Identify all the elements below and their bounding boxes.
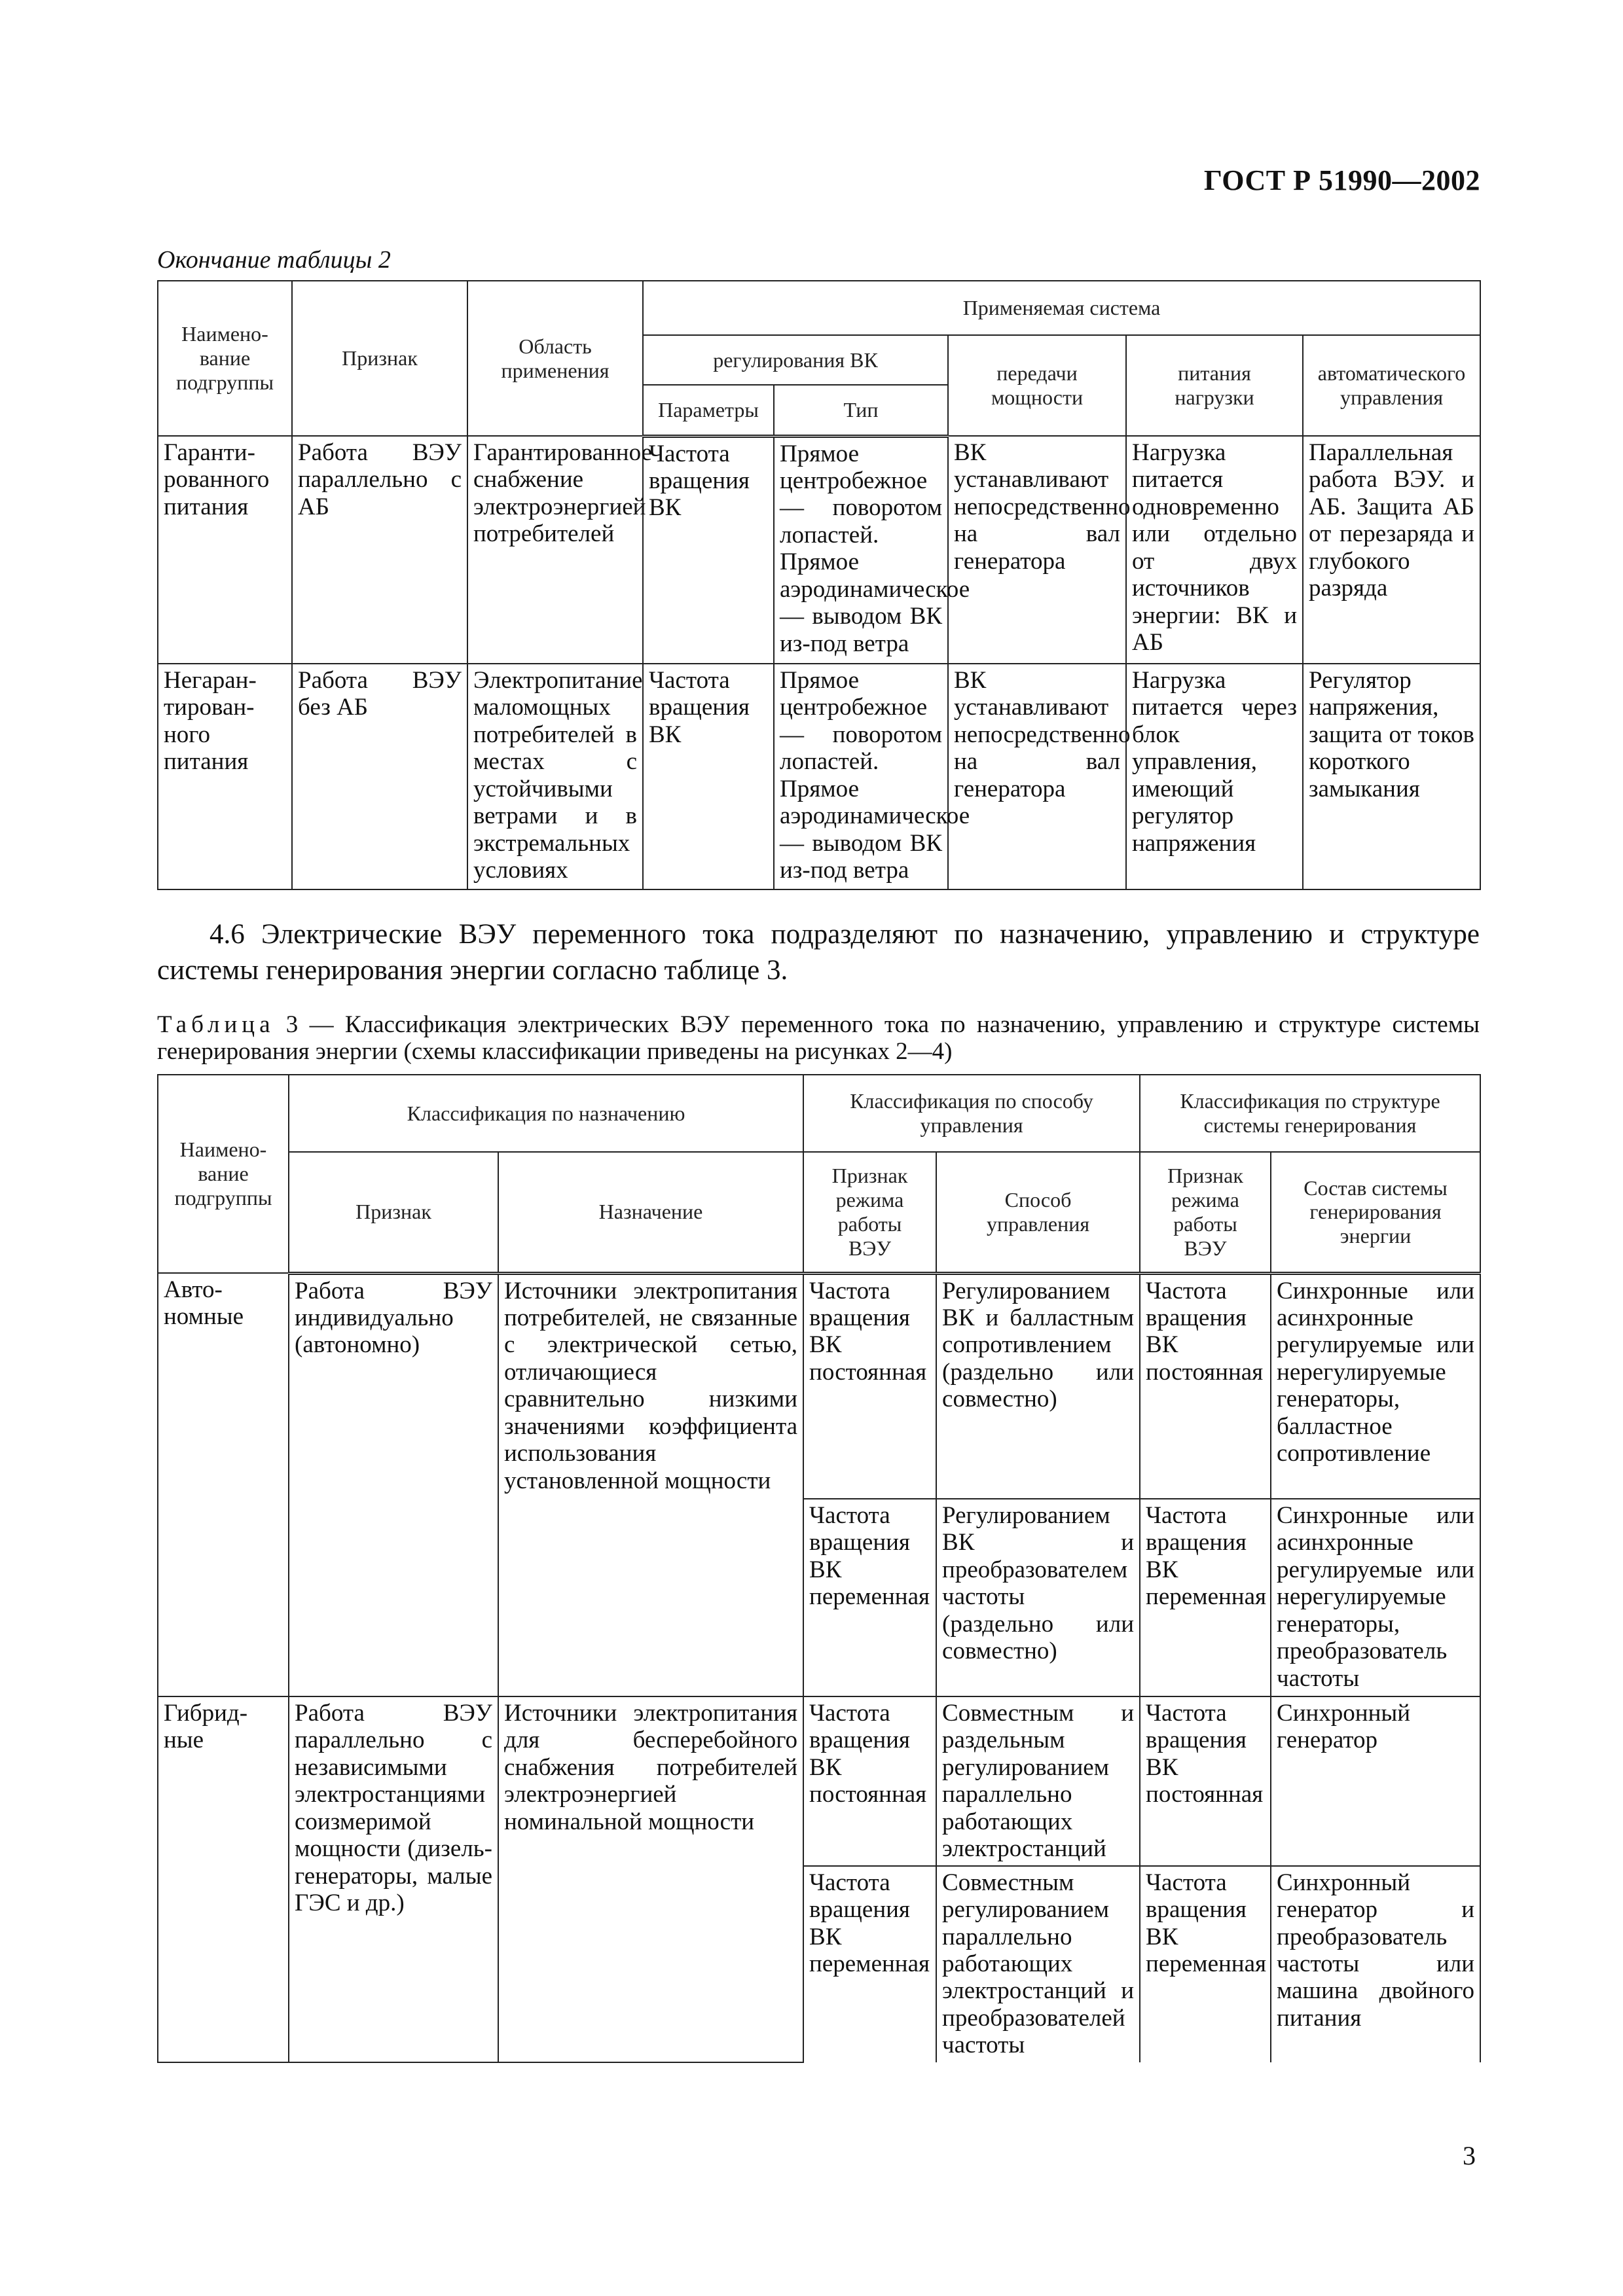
header-system-composition: Состав системы генерирования энергии (1271, 1152, 1480, 1273)
cell-purpose: Источники электропитания потребителей, не связанные с электрической сетью, отличающиеся сравнительно низкими значениями коэффициента использования установленной мощности (498, 1273, 803, 1696)
table-3 (157, 1074, 1481, 2063)
cell-composition: Синхронные или асинхронные регулируемые или нерегулируемые генераторы, преобразователь частоты (1271, 1499, 1480, 1696)
header-subgroup: Наимено- вание подгруппы (158, 281, 292, 436)
page-number: 3 (1463, 2141, 1476, 2170)
cell-params: Частота вращения ВК (643, 436, 774, 664)
cell-mode: Частота вращения ВК переменная (803, 1866, 936, 2062)
cell-subgroup: Гибрид- ные (158, 1696, 289, 2062)
table-3-caption (157, 1011, 1480, 1066)
header-automatic: автоматического управления (1303, 335, 1480, 436)
cell-composition: Синхронный генератор и преобразователь частоты или машина двойного питания (1271, 1866, 1480, 2062)
header-type: Тип (774, 385, 948, 436)
table-row (158, 1273, 1480, 1499)
header-feature: Признак (289, 1152, 498, 1273)
header-mode-feature: Признак режима работы ВЭУ (803, 1152, 936, 1273)
cell-feature: Работа ВЭУ без АБ (292, 664, 467, 889)
cell-mode: Частота вращения ВК постоянная (803, 1273, 936, 1499)
header-applied-system: Применяемая система (643, 281, 1480, 335)
table-2-caption: Окончание таблицы 2 (157, 246, 391, 274)
header-by-structure: Классификация по структуре системы генерирования (1140, 1075, 1480, 1152)
table-3-caption-label: Таблица (157, 1011, 275, 1038)
cell-composition: Синхронный генератор (1271, 1696, 1480, 1866)
table-row (158, 664, 1480, 889)
header-by-control: Классификация по способу управления (803, 1075, 1140, 1152)
cell-type: Прямое центробежное — поворотом лопастей. Прямое аэродинамическое — выводом ВК из-под ветра (774, 664, 948, 889)
cell-mode-2: Частота вращения ВК переменная (1140, 1499, 1271, 1696)
cell-composition: Синхронные или асинхронные регулируемые или нерегулируемые генераторы, балластное сопротивление (1271, 1273, 1480, 1499)
table-3-caption-text: 3 — Классификация электрических ВЭУ переменного тока по назначению, управлению и структуре системы генерирования энергии (схемы классификации приведены на рисунках 2—4) (157, 1011, 1480, 1066)
header-supply: питания нагрузки (1126, 335, 1303, 436)
header-regulation: регулирования ВК (643, 335, 948, 385)
header-mode-feature-2: Признак режима работы ВЭУ (1140, 1152, 1271, 1273)
cell-automatic: Регулятор напряжения, защита от токов короткого замыкания (1303, 664, 1480, 889)
cell-scope: Электропитание маломощных потребителей в местах с устойчивыми ветрами и в экстремальных условиях (467, 664, 643, 889)
cell-control: Регулированием ВК и преобразователем частоты (раздельно или совместно) (936, 1499, 1140, 1696)
header-feature: Признак (292, 281, 467, 436)
cell-purpose: Источники электропитания для бесперебойного снабжения потребителей электроэнергией номинальной мощности (498, 1696, 803, 2062)
header-transmission: передачи мощности (948, 335, 1126, 436)
cell-transmission: ВК устанавливают непосредственно на вал генератора (948, 664, 1126, 889)
header-by-purpose: Классификация по назначению (289, 1075, 803, 1152)
table-row (158, 1696, 1480, 1866)
cell-mode-2: Частота вращения ВК постоянная (1140, 1696, 1271, 1866)
header-params: Параметры (643, 385, 774, 436)
cell-control: Совместным регулированием параллельно работающих электростанций и преобразователей частоты (936, 1866, 1140, 2062)
cell-params: Частота вращения ВК (643, 664, 774, 889)
paragraph-4-6: 4.6 Электрические ВЭУ переменного тока подразделяют по назначению, управлению и структуре системы генерирования энергии согласно таблице 3. (157, 919, 1480, 986)
cell-automatic: Параллельная работа ВЭУ. и АБ. Защита АБ от перезаряда и глубокого разряда (1303, 436, 1480, 664)
cell-scope: Гарантированное снабжение электроэнергией потребителей (467, 436, 643, 664)
cell-feature: Работа ВЭУ параллельно с независимыми электростанциями соизмеримой мощности (дизель-генераторы, малые ГЭС и др.) (289, 1696, 498, 2062)
table-2 (157, 280, 1481, 890)
table-row (158, 436, 1480, 664)
cell-mode-2: Частота вращения ВК переменная (1140, 1866, 1271, 2062)
cell-mode-2: Частота вращения ВК постоянная (1140, 1273, 1271, 1499)
cell-mode: Частота вращения ВК переменная (803, 1499, 936, 1696)
cell-control: Регулированием ВК и балластным сопротивлением (раздельно или совместно) (936, 1273, 1140, 1499)
document-code: ГОСТ Р 51990—2002 (1203, 164, 1480, 196)
cell-mode: Частота вращения ВК постоянная (803, 1696, 936, 1866)
header-control-method: Способ управления (936, 1152, 1140, 1273)
cell-subgroup: Авто- номные (158, 1273, 289, 1696)
cell-feature: Работа ВЭУ параллельно с АБ (292, 436, 467, 664)
header-purpose: Назначение (498, 1152, 803, 1273)
cell-transmission: ВК устанавливают непосредственно на вал генератора (948, 436, 1126, 664)
header-scope: Область применения (467, 281, 643, 436)
cell-supply: Нагрузка питается через блок управления, имеющий регулятор напряжения (1126, 664, 1303, 889)
cell-subgroup: Негаран- тирован- ного питания (158, 664, 292, 889)
cell-feature: Работа ВЭУ индивидуально (автономно) (289, 1273, 498, 1696)
cell-subgroup: Гаранти- рованного питания (158, 436, 292, 664)
cell-control: Совместным и раздельным регулированием параллельно работающих электростанций (936, 1696, 1140, 1866)
cell-type: Прямое центробежное — поворотом лопастей. Прямое аэродинамическое— выводом ВК из-под ветра (774, 436, 948, 664)
cell-supply: Нагрузка питается одновременно или отдельно от двух источников энергии: ВК и АБ (1126, 436, 1303, 664)
header-subgroup: Наимено- вание подгруппы (158, 1075, 289, 1273)
